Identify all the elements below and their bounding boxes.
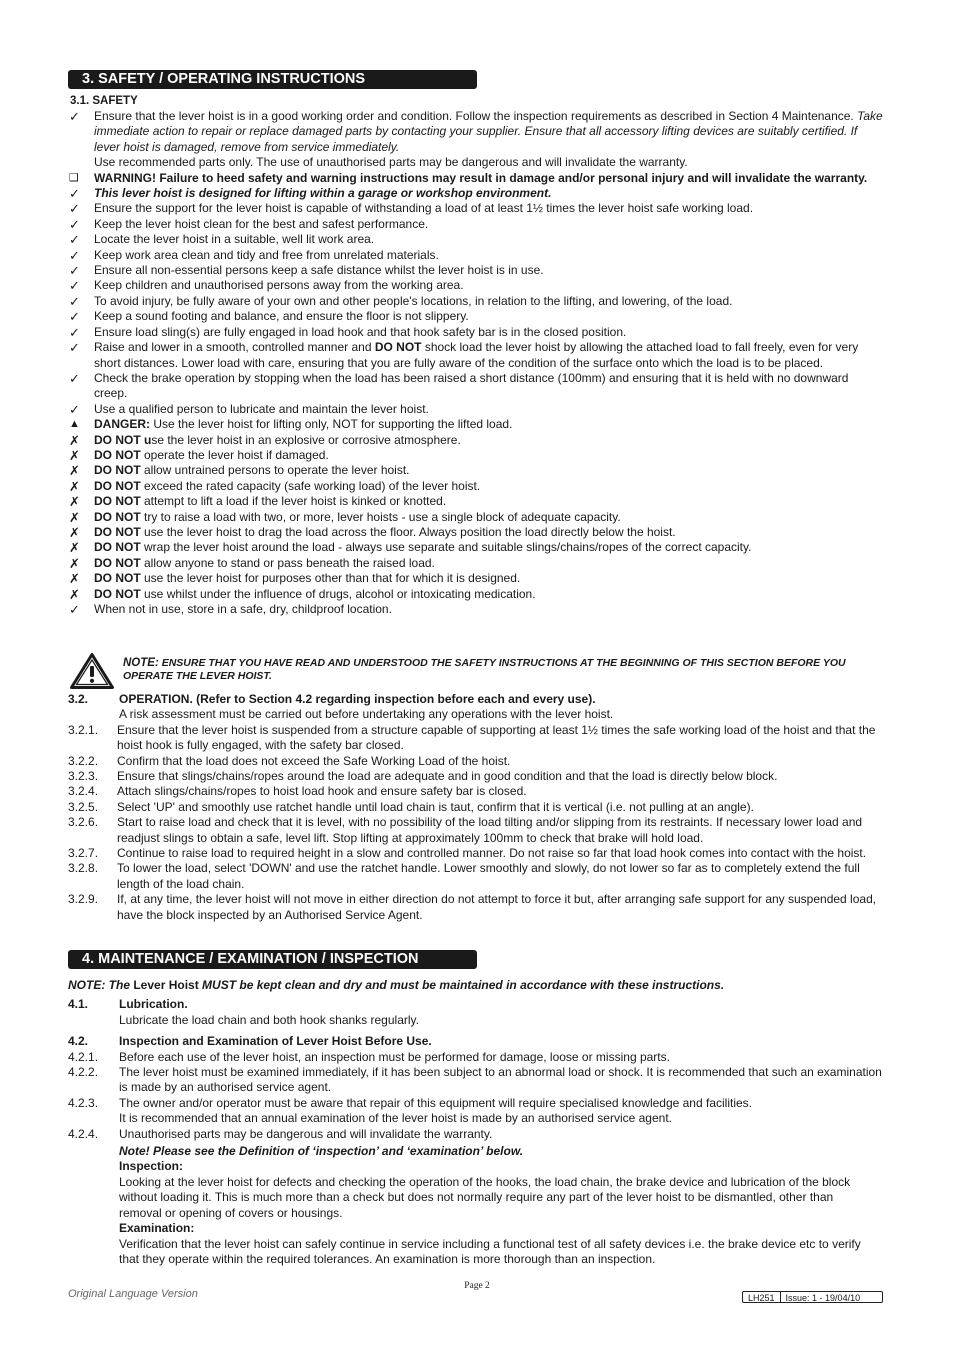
- safety-item-text: [94, 109, 883, 155]
- safety-text-run: Keep work area clean and tidy and free from unrelated materials.: [94, 247, 439, 262]
- safety-text-run: Ensure the support for the lever hoist is capable of withstanding a load of at least 1½ times the lever hoist safe working load.: [94, 201, 754, 216]
- section-3-header: 3. SAFETY / OPERATING INSTRUCTIONS: [68, 70, 477, 89]
- item-number: 4.2.2.: [68, 1065, 99, 1080]
- examination-def-text-row: [68, 1237, 883, 1268]
- item-text: Before each use of the lever hoist, an inspection must be performed for damage, loose or missing parts.: [119, 1049, 670, 1064]
- cross-icon: ✗: [69, 463, 80, 479]
- check-icon: ✓: [69, 309, 80, 325]
- safety-text-run: Keep children and unauthorised persons away from the working area.: [94, 278, 464, 293]
- box-icon: ❏: [69, 171, 79, 184]
- safety-text-run: DO NOT: [374, 340, 422, 355]
- safety-text-run: DANGER:: [94, 417, 150, 432]
- safety-item-text: [94, 448, 883, 463]
- safety-text-run: allow anyone to stand or pass beneath the raised load.: [140, 555, 435, 570]
- note-label: NOTE:: [123, 657, 159, 669]
- step-text: If, at any time, the lever hoist will not move in either direction do not attempt to force it but, after arranging safe support for any suspended load, have the block inspected by an Authorised Service Agent.: [117, 892, 877, 922]
- step-number: 3.2.3.: [68, 769, 99, 784]
- lubrication-heading: [68, 997, 883, 1012]
- safety-text-run: Ensure that the lever hoist is in a good working order and condition. Follow the inspection requirements as described in Section 4 Maintenance.: [94, 109, 858, 123]
- examination-definition-text: Verification that the lever hoist can safely continue in service including a functional test of all safety devices i.e. the brake device etc to verify that they operate within the required tolerances. An examination is more thorough than an inspection.: [119, 1236, 861, 1266]
- safety-text-run: Take immediate action to repair or replace damaged parts by contacting your supplier. Ensure that all accessory lifting devices are suitably certified. If lever hoist is damaged, remove from service immediately.: [94, 109, 883, 154]
- safety-item-text: [94, 556, 883, 571]
- note-body: ENSURE THAT YOU HAVE READ AND UNDERSTOOD THE SAFETY INSTRUCTIONS AT THE BEGINNING OF THIS SECTION BEFORE YOU OPERATE THE LEVER HOIST.: [123, 657, 846, 682]
- safety-text-run: use whilst under the influence of drugs, alcohol or intoxicating medication.: [140, 586, 536, 601]
- inspection-number: 4.2.: [68, 1034, 89, 1049]
- step-text: Ensure that the lever hoist is suspended from a structure capable of supporting at least 1½ times the safe working load of the hoist and that the hoist hook is fully engaged, with the safety bar closed.: [117, 722, 876, 753]
- safety-text-run: allow untrained persons to operate the lever hoist.: [140, 463, 410, 478]
- item-number: 4.2.3.: [68, 1095, 99, 1110]
- operation-step: [68, 707, 883, 722]
- safety-item-text: [94, 540, 883, 555]
- item-text: The owner and/or operator must be aware that repair of this equipment will require specialised knowledge and facilities.: [119, 1095, 753, 1110]
- step-number: 3.2.2.: [68, 753, 99, 768]
- inspection-def-head-row: [68, 1159, 883, 1174]
- safety-text-run: Use the lever hoist for lifting only, NOT for supporting the lifted load.: [150, 417, 513, 432]
- warning-triangle-icon: [70, 653, 114, 689]
- safety-item: [68, 186, 883, 201]
- step-text: OPERATION. (Refer to Section 4.2 regarding inspection before each and every use).: [119, 692, 596, 706]
- cross-icon: ✗: [69, 494, 80, 510]
- operation-step: [68, 892, 883, 923]
- safety-item: [68, 294, 883, 309]
- safety-item-text: [94, 171, 883, 186]
- safety-item: [68, 463, 883, 478]
- safety-item-text: [94, 587, 883, 602]
- safety-text-run: operate the lever hoist if damaged.: [140, 447, 329, 462]
- safety-item-text: [94, 402, 883, 417]
- safety-item: [68, 217, 883, 232]
- operation-step: [68, 784, 883, 799]
- definition-note: Note! Please see the Definition of ‘inspection’ and ‘examination’ below.: [119, 1144, 524, 1159]
- cross-icon: ✗: [69, 478, 80, 494]
- footer-language-note: Original Language Version: [68, 1288, 198, 1300]
- safety-item-text: [94, 309, 883, 324]
- operation-step: [68, 861, 883, 892]
- inspection-item: [68, 1096, 883, 1111]
- step-number: 3.2.7.: [68, 846, 99, 861]
- safety-item-text: [94, 325, 883, 340]
- lubrication-title: Lubrication.: [119, 997, 188, 1012]
- safety-text-run: shock load the lever hoist by allowing the attached load to fall freely, even for very short distances. Lower load with care, ensuring that you are fully aware of the condition of the surface onto which the load is to be placed.: [94, 340, 859, 370]
- step-number: 3.2.6.: [68, 815, 99, 830]
- safety-item: [68, 602, 883, 617]
- safety-item: [68, 540, 883, 555]
- item-text: It is recommended that an annual examination of the lever hoist is made by an authorised service agent.: [119, 1111, 672, 1126]
- safety-item-text: [94, 433, 883, 448]
- safety-item-extra: Use recommended parts only. The use of unauthorised parts may be dangerous and will invalidate the warranty.: [94, 155, 688, 170]
- footer-issue: Issue: 1 - 19/04/10: [780, 1292, 866, 1302]
- item-text: Unauthorised parts may be dangerous and will invalidate the warranty.: [119, 1126, 493, 1141]
- safety-text-run: DO NOT: [94, 586, 141, 601]
- safety-text-run: To avoid injury, be fully aware of your own and other people's locations, in relation to the lifting, and lowering, of the load.: [94, 293, 733, 308]
- safety-text-run: DO NOT u: [94, 432, 152, 447]
- safety-item: [68, 510, 883, 525]
- inspection-item: [68, 1111, 883, 1126]
- operation-step: [68, 723, 883, 754]
- item-text: The lever hoist must be examined immediately, if it has been subject to an abnormal load or shock. It is recommended that such an examination is made by an authorised service agent.: [119, 1065, 882, 1095]
- cross-icon: ✗: [69, 540, 80, 556]
- cross-icon: ✗: [69, 586, 80, 602]
- safety-text-run: attempt to lift a load if the lever hoist is kinked or knotted.: [140, 494, 447, 509]
- safety-text-run: WARNING! Failure to heed safety and warning instructions may result in damage and/or personal injury and will invalidate the warranty.: [94, 170, 868, 185]
- check-icon: ✓: [69, 278, 80, 294]
- check-icon: ✓: [69, 324, 80, 340]
- operation-step: [68, 846, 883, 861]
- safety-item-text: [94, 479, 883, 494]
- maintenance-note: [68, 978, 883, 993]
- check-icon: ✓: [69, 216, 80, 232]
- safety-item-text: [94, 186, 883, 201]
- safety-item: [68, 340, 883, 371]
- operation-step: [68, 754, 883, 769]
- step-number: 3.2.1.: [68, 722, 99, 737]
- inspection-item: [68, 1127, 883, 1142]
- safety-text-run: DO NOT: [94, 463, 141, 478]
- safety-item: [68, 248, 883, 263]
- cross-icon: ✗: [69, 555, 80, 571]
- step-text: To lower the load, select 'DOWN' and use the ratchet handle. Lower smoothly and slowly, do not lower so far as to completely extend the full length of the load chain.: [117, 861, 860, 891]
- check-icon: ✓: [69, 232, 80, 248]
- step-text: Ensure that slings/chains/ropes around the load are adequate and in good condition and that the load is directly below block.: [117, 769, 778, 784]
- maintenance-note-bold: Lever Hoist: [133, 978, 199, 992]
- safety-item: [68, 171, 883, 186]
- operation-step: [68, 769, 883, 784]
- safety-item-text: [94, 201, 883, 216]
- cross-icon: ✗: [69, 447, 80, 463]
- safety-item: [68, 587, 883, 602]
- safety-item: [68, 325, 883, 340]
- step-number: 3.2.4.: [68, 784, 99, 799]
- safety-item: [68, 309, 883, 324]
- check-icon: ✓: [69, 370, 80, 386]
- safety-item-text: [94, 263, 883, 278]
- safety-text-run: Ensure all non-essential persons keep a safe distance whilst the lever hoist is in use.: [94, 263, 544, 278]
- safety-text-run: Raise and lower in a smooth, controlled manner and: [94, 340, 375, 355]
- item-number: 4.2.4.: [68, 1126, 99, 1141]
- danger-triangle-icon: ▲: [69, 418, 80, 431]
- item-number: 4.2.1.: [68, 1049, 99, 1064]
- operation-step: [68, 815, 883, 846]
- safety-text-run: DO NOT: [94, 509, 141, 524]
- safety-item-text: [94, 217, 883, 232]
- step-text: Select 'UP' and smoothly use ratchet handle until load chain is taut, confirm that it is vertical (i.e. not pulling at an angle).: [117, 799, 754, 814]
- safety-text-run: Locate the lever hoist in a suitable, well lit work area.: [94, 232, 375, 247]
- safety-text-run: Ensure load sling(s) are fully engaged in load hook and that hook safety bar is in the closed position.: [94, 324, 627, 339]
- safety-item-text: [94, 510, 883, 525]
- safety-text-run: wrap the lever hoist around the load - always use separate and suitable slings/chains/ropes of the correct capacity.: [140, 540, 752, 555]
- definition-note-row: [68, 1144, 883, 1159]
- safety-item: [68, 494, 883, 509]
- safety-list: [68, 109, 883, 617]
- safety-item: [68, 479, 883, 494]
- safety-item: [68, 109, 883, 171]
- safety-item-text: [94, 340, 883, 371]
- step-text: A risk assessment must be carried out before undertaking any operations with the lever hoist.: [119, 707, 614, 722]
- safety-text-run: exceed the rated capacity (safe working load) of the lever hoist.: [140, 478, 481, 493]
- safety-text-run: DO NOT: [94, 524, 141, 539]
- safety-text-run: This lever hoist is designed for lifting within a garage or workshop environment.: [94, 186, 552, 201]
- safety-text-run: DO NOT: [94, 478, 141, 493]
- inspection-definition-heading: Inspection:: [119, 1159, 184, 1174]
- inspection-def-text-row: [68, 1175, 883, 1221]
- safety-item-text: [94, 463, 883, 478]
- inspection-title: Inspection and Examination of Lever Hoist Before Use.: [119, 1034, 432, 1049]
- safety-item-text: [94, 525, 883, 540]
- safety-text-run: Keep the lever hoist clean for the best and safest performance.: [94, 216, 429, 231]
- maintenance-note-prefix: NOTE: The: [68, 978, 134, 992]
- operation-step: [68, 800, 883, 815]
- section-4-header: 4. MAINTENANCE / EXAMINATION / INSPECTION: [68, 950, 477, 969]
- cross-icon: ✗: [69, 432, 80, 448]
- maintenance-content: [68, 978, 883, 1267]
- operation-step: [68, 692, 883, 707]
- safety-item: [68, 201, 883, 216]
- safety-item: [68, 448, 883, 463]
- safety-text-run: try to raise a load with two, or more, lever hoists - use a single block of adequate capacity.: [140, 509, 621, 524]
- step-number: 3.2.9.: [68, 892, 99, 907]
- operation-list: [68, 692, 883, 923]
- lubrication-text-row: [68, 1013, 883, 1028]
- check-icon: ✓: [69, 263, 80, 279]
- inspection-heading: [68, 1034, 883, 1049]
- check-icon: ✓: [69, 340, 80, 356]
- safety-text-run: DO NOT: [94, 540, 141, 555]
- safety-subheading: 3.1. SAFETY: [70, 95, 138, 107]
- footer-issue-box: [742, 1291, 883, 1303]
- safety-item-text: [94, 571, 883, 586]
- safety-text-run: DO NOT: [94, 555, 141, 570]
- lubrication-text: Lubricate the load chain and both hook shanks regularly.: [119, 1012, 419, 1027]
- step-text: Confirm that the load does not exceed the Safe Working Load of the hoist.: [117, 753, 511, 768]
- safety-item: [68, 263, 883, 278]
- step-text: Attach slings/chains/ropes to hoist load hook and ensure safety bar is closed.: [117, 784, 527, 799]
- safety-item: [68, 232, 883, 247]
- check-icon: ✓: [69, 201, 80, 217]
- safety-item-text: [94, 371, 883, 402]
- step-text: Continue to raise load to required height in a slow and controlled manner. Do not raise so far that load hook comes into contact with the hoist.: [117, 846, 867, 861]
- safety-item-text: [94, 294, 883, 309]
- safety-item: [68, 417, 883, 432]
- check-icon: ✓: [69, 602, 80, 617]
- inspection-definition-text: Looking at the lever hoist for defects and checking the operation of the hooks, the load chain, the brake device and lubrication of the block without loading it. This is much more than a check but does not normally require any part of the lever hoist to be dismantled, other than removal or opening of covers or housings.: [119, 1174, 851, 1220]
- safety-text-run: se the lever hoist in an explosive or corrosive atmosphere.: [151, 432, 461, 447]
- safety-item: [68, 556, 883, 571]
- safety-item-text: [94, 602, 883, 617]
- safety-item: [68, 402, 883, 417]
- safety-item-text: [94, 417, 883, 432]
- safety-item-text: [94, 248, 883, 263]
- check-icon: ✓: [69, 401, 80, 417]
- step-number: 3.2.5.: [68, 799, 99, 814]
- safety-item: [68, 571, 883, 586]
- maintenance-note-rest: MUST be kept clean and dry and must be maintained in accordance with these instructions.: [198, 978, 725, 992]
- examination-def-head-row: [68, 1221, 883, 1236]
- safety-text-run: DO NOT: [94, 494, 141, 509]
- safety-text-run: Check the brake operation by stopping when the load has been raised a short distance (100mm) and ensuring that it is held with no downward creep.: [94, 370, 849, 401]
- step-number: 3.2.8.: [68, 861, 99, 876]
- lubrication-number: 4.1.: [68, 997, 89, 1012]
- step-text: Start to raise load and check that it is level, with no possibility of the load tilting and/or slipping from its restraints. If necessary lower load and readjust slings to obtain a safe, level lift. Stop lifting at approximately 100mm to check that brake will hold load.: [117, 815, 863, 845]
- safety-note-text: [123, 657, 893, 683]
- inspection-items: [68, 1050, 883, 1142]
- cross-icon: ✗: [69, 571, 80, 587]
- page-number: Page 2: [464, 1281, 490, 1291]
- cross-icon: ✗: [69, 509, 80, 525]
- examination-definition-heading: Examination:: [119, 1221, 195, 1236]
- safety-item: [68, 433, 883, 448]
- safety-item-text: [94, 494, 883, 509]
- inspection-item: [68, 1050, 883, 1065]
- safety-item-text: [94, 278, 883, 293]
- check-icon: ✓: [69, 247, 80, 263]
- safety-item: [68, 278, 883, 293]
- safety-text-run: Use a qualified person to lubricate and maintain the lever hoist.: [94, 401, 429, 416]
- inspection-item: [68, 1065, 883, 1096]
- check-icon: ✓: [69, 293, 80, 309]
- safety-text-run: DO NOT: [94, 571, 141, 586]
- footer-model: LH251: [748, 1293, 775, 1303]
- safety-text-run: use the lever hoist for purposes other than that for which it is designed.: [140, 571, 521, 586]
- safety-item: [68, 525, 883, 540]
- check-icon: ✓: [69, 109, 80, 124]
- cross-icon: ✗: [69, 524, 80, 540]
- safety-text-run: use the lever hoist to drag the load across the floor. Always position the load directly below the hoist.: [140, 524, 676, 539]
- step-number: 3.2.: [68, 692, 89, 706]
- safety-item-text: [94, 232, 883, 247]
- check-icon: ✓: [69, 186, 80, 202]
- safety-text-run: DO NOT: [94, 447, 141, 462]
- safety-text-run: Keep a sound footing and balance, and ensure the floor is not slippery.: [94, 309, 469, 324]
- safety-item: [68, 371, 883, 402]
- safety-text-run: When not in use, store in a safe, dry, childproof location.: [94, 602, 392, 616]
